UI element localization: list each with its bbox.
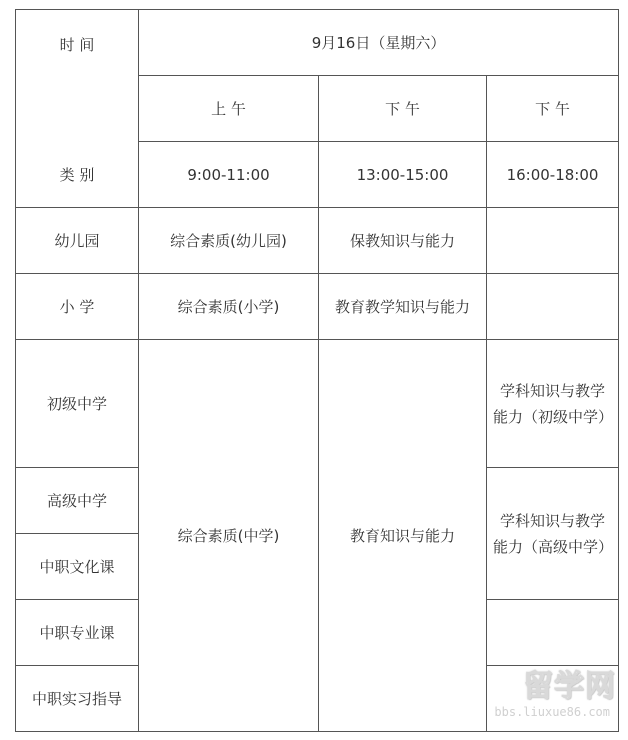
table-row <box>16 10 619 76</box>
exam-date-cell: 9月16日（星期六） <box>139 10 619 76</box>
header-corner-cell <box>16 10 139 208</box>
period-label-late-afternoon: 下 午 <box>487 76 619 142</box>
site-watermark <box>452 670 620 732</box>
watermark-logo: 留学网 <box>523 669 616 704</box>
table-row <box>16 274 619 340</box>
period-label-morning: 上 午 <box>139 76 319 142</box>
category-cell-kindergarten: 幼儿园 <box>16 208 139 274</box>
time-header-label: 时 间 <box>59 36 95 54</box>
period-time-late-afternoon: 16:00-18:00 <box>487 142 619 208</box>
exam-schedule-table <box>15 9 619 732</box>
period-time-morning: 9:00-11:00 <box>139 142 319 208</box>
subject-cell: 教育教学知识与能力 <box>319 274 487 340</box>
category-cell-senior-middle: 高级中学 <box>16 468 139 534</box>
empty-cell <box>487 600 619 666</box>
subject-cell: 保教知识与能力 <box>319 208 487 274</box>
category-cell-primary: 小 学 <box>16 274 139 340</box>
subject-cell: 学科知识与教学能力（初级中学） <box>487 340 619 468</box>
category-cell-vocational-culture: 中职文化课 <box>16 534 139 600</box>
subject-cell-middle-afternoon: 教育知识与能力 <box>319 340 487 732</box>
period-time-afternoon: 13:00-15:00 <box>319 142 487 208</box>
category-cell-vocational-major: 中职专业课 <box>16 600 139 666</box>
empty-cell <box>487 208 619 274</box>
empty-cell <box>487 274 619 340</box>
subject-cell: 学科知识与教学能力（高级中学） <box>487 468 619 600</box>
category-cell-junior-middle: 初级中学 <box>16 340 139 468</box>
subject-cell-middle-morning: 综合素质(中学) <box>139 340 319 732</box>
category-header-label: 类 别 <box>59 166 95 184</box>
table-row <box>16 208 619 274</box>
table-row <box>16 340 619 468</box>
category-cell-vocational-practice: 中职实习指导 <box>16 666 139 732</box>
subject-cell: 综合素质(小学) <box>139 274 319 340</box>
subject-cell: 综合素质(幼儿园) <box>139 208 319 274</box>
watermark-url: bbs.liuxue86.com <box>494 705 610 719</box>
period-label-afternoon: 下 午 <box>319 76 487 142</box>
